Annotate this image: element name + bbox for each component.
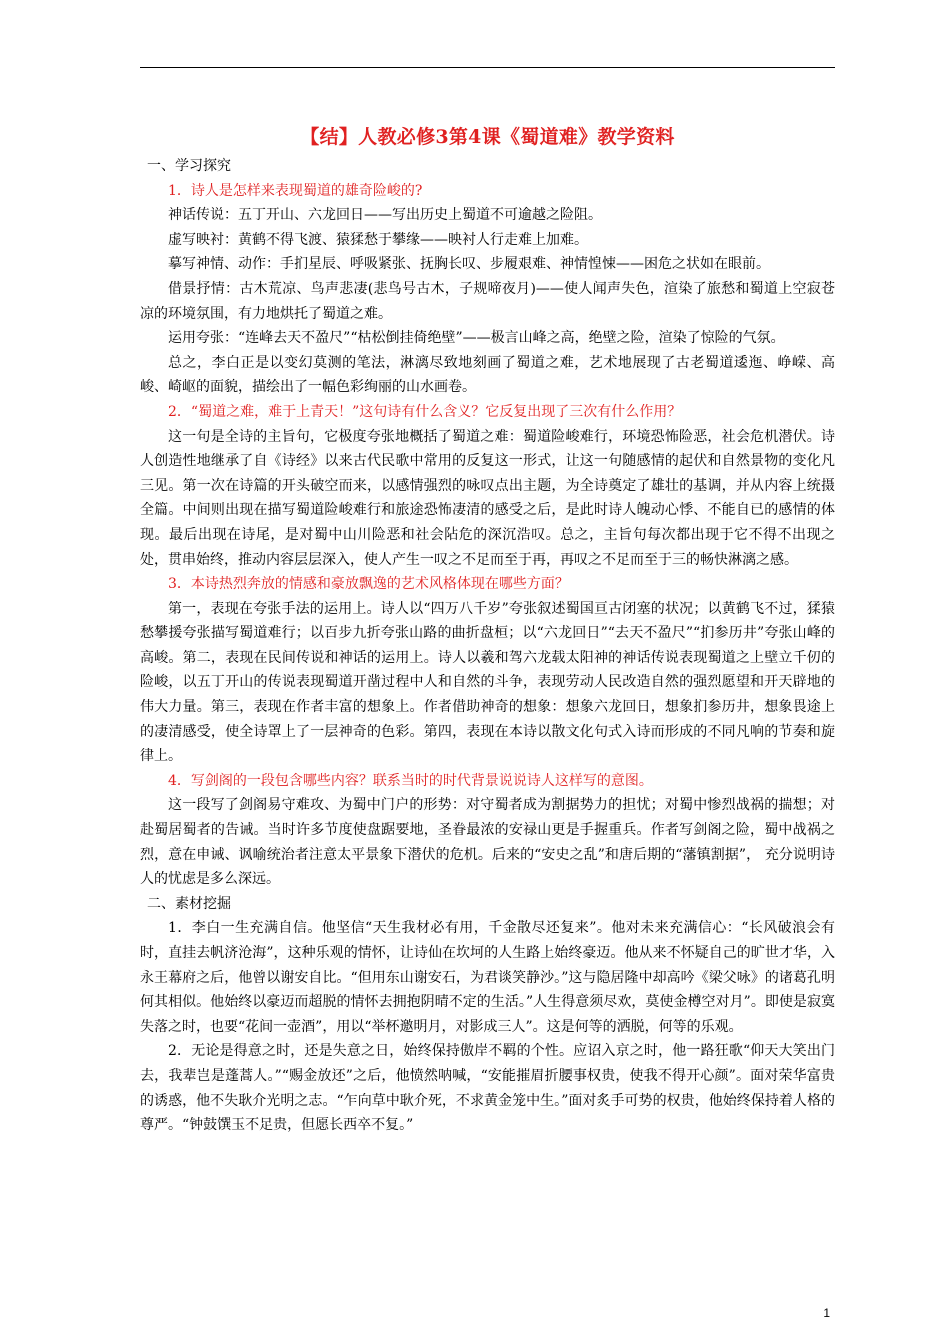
page-number: 1	[823, 1306, 830, 1320]
paragraph: 第一，表现在夸张手法的运用上。诗人以“四万八千岁”夸张叙述蜀国亘古闭塞的状况；以黄鹤飞不过，猱猿愁攀援夸张描写蜀道难行；以百步九折夸张山路的曲折盘桓；以“六龙回日”“去天不盈尺”“扪参历井”夸张山峰的高峻。第二，表现在民间传说和神话的运用上。诗人以羲和驾六龙载太阳神的神话传说表现蜀道之上壁立千仞的险峻，以五丁开山的传说表现蜀道开凿过程中人和自然的斗争，表现劳动人民改造自然的强烈愿望和开天辟地的伟大力量。第三，表现在作者丰富的想象上。作者借助神奇的想象：想象六龙回日，想象扪参历井，想象畏途上的凄清感受，使全诗罩上了一层神奇的色彩。第四，表现在本诗以散文化句式入诗而形成的不同凡响的节奏和旋律上。	[140, 600, 835, 765]
paragraph: 总之，李白正是以变幻莫测的笔法，淋漓尽致地刻画了蜀道之难，艺术地展现了古老蜀道逶迤、峥嵘、高峻、崎岖的面貌，描绘出了一幅色彩绚丽的山水画卷。	[140, 354, 835, 396]
document-body	[140, 122, 835, 1138]
paragraph: 1．李白一生充满自信。他坚信“天生我材必有用，千金散尽还复来”。他对未来充满信心：“长风破浪会有时，直挂去帆济沧海”，这种乐观的情怀，让诗仙在坎坷的人生路上始终豪迈。他从来不怀疑自己的旷世才华，入永王幕府之后，他曾以谢安自比。“但用东山谢安石，为君谈笑静沙。”这与隐居隆中却高吟《梁父咏》的诸葛孔明何其相似。他始终以豪迈而超脱的情怀去拥抱阴晴不定的生活。”人生得意须尽欢，莫使金樽空对月”。即使是寂寞失落之时，也要“花间一壶酒”，用以“举杯邀明月，对影成三人”。这是何等的洒脱，何等的乐观。	[140, 920, 835, 1035]
paragraph: 借景抒情：古木荒凉、鸟声悲凄(悲鸟号古木，子规啼夜月)——使人闻声失色，渲染了旅愁和蜀道上空寂苍凉的环境氛围，有力地烘托了蜀道之难。	[140, 280, 835, 322]
paragraph: 神话传说：五丁开山、六龙回日——写出历史上蜀道不可逾越之险阻。	[168, 207, 602, 224]
question-1: 1．诗人是怎样来表现蜀道的雄奇险峻的?	[168, 182, 423, 199]
paragraph: 运用夸张：“连峰去天不盈尺”“枯松倒挂倚绝壁”——极言山峰之高，绝壁之险，渲染了惊险的气氛。	[168, 330, 785, 347]
paragraph: 这一句是全诗的主旨句，它极度夸张地概括了蜀道之难：蜀道险峻难行，环境恐怖险恶，社会危机潜伏。诗人创造性地继承了自《诗经》以来古代民歌中常用的反复这一形式，让这一句随感情的起伏和自然景物的变化凡三见。第一次在诗篇的开头破空而来，以感情强烈的咏叹点出主题，为全诗奠定了雄壮的基调，并从内容上统摄全篇。中间则出现在描写蜀道险峻难行和旅途恐怖凄清的感受之后，是此时诗人魄动心悸、不能自已的感情的体现。最后出现在诗尾，是对蜀中山川险恶和社会阽危的深沉浩叹。总之，主旨句每次都出现于它不得不出现之处，贯串始终，推动内容层层深入，使人产生一叹之不足而至于再，再叹之不足而至于三的畅快淋漓之感。	[140, 428, 835, 568]
section-heading-2: 二、素材挖掘	[147, 895, 231, 912]
header-rule	[140, 67, 835, 68]
paragraph: 2．无论是得意之时，还是失意之日，始终保持傲岸不羁的个性。应诏入京之时，他一路狂歌“仰天大笑出门去，我辈岂是蓬蒿人。”“赐金放还”之后，他愤然呐喊，“安能摧眉折腰事权贵，使我不得开心颜”。面对荣华富贵的诱惑，他不失耿介光明之志。“乍向草中耿介死，不求黄金笼中生。”面对炙手可势的权贵，他始终保持着人格的尊严。“钟鼓馔玉不足贵，但愿长西卒不复。”	[140, 1043, 835, 1134]
document-title: 【结】人教必修3第4课《蜀道难》教学资料	[300, 126, 675, 148]
paragraph: 虚写映衬：黄鹤不得飞渡、猿猱愁于攀缘——映衬人行走难上加难。	[168, 231, 588, 248]
question-3: 3．本诗热烈奔放的情感和豪放飘逸的艺术风格体现在哪些方面？	[168, 576, 569, 593]
question-4: 4．写剑阁的一段包含哪些内容？联系当时的时代背景说说诗人这样写的意图。	[168, 772, 653, 789]
paragraph: 摹写神情、动作：手扪星辰、呼吸紧张、抚胸长叹、步履艰难、神情惶悚——困危之状如在眼前。	[168, 256, 770, 273]
paragraph: 这一段写了剑阁易守难攻、为蜀中门户的形势：对守蜀者成为割据势力的担忧；对蜀中惨烈战祸的揣想；对赴蜀居蜀者的告诫。当时许多节度使盘踞要地，圣眷最浓的安禄山更是手握重兵。作者写剑阁之险，蜀中战祸之烈，意在申诫、讽喻统治者注意太平景象下潜伏的危机。后来的“安史之乱”和唐后期的“藩镇割据”， 充分说明诗人的忧虑是多么深远。	[140, 797, 835, 888]
question-2: 2．“蜀道之难，难于上青天！”这句诗有什么含义？它反复出现了三次有什么作用？	[168, 403, 682, 420]
section-heading-1: 一、学习探究	[147, 158, 231, 174]
